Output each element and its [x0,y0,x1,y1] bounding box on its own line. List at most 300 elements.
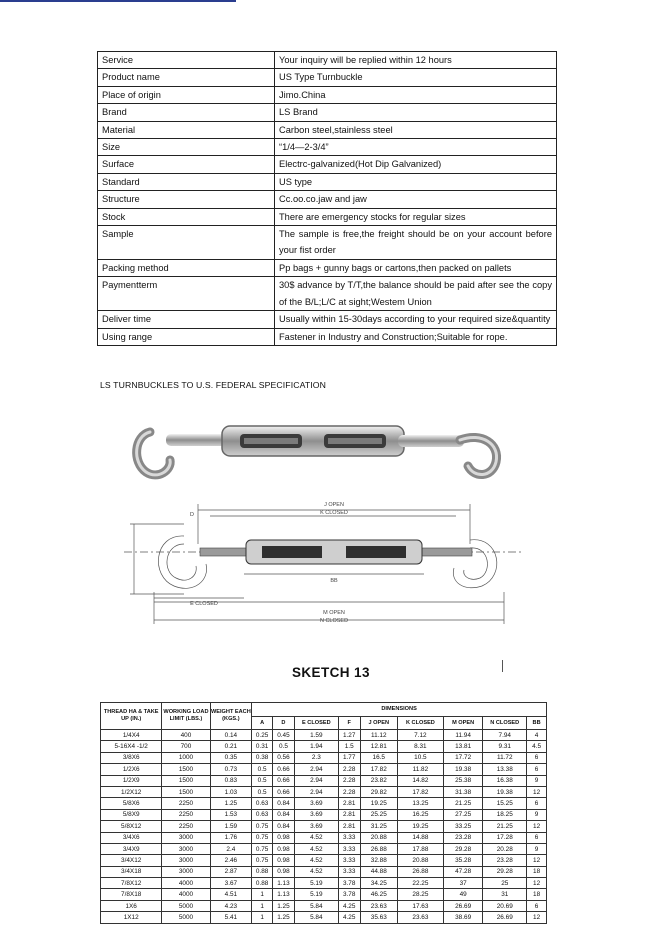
table-cell: 2.87 [210,866,252,877]
table-cell: 0.31 [252,741,273,752]
header-weight: WEIGHT EACH (KGS.) [210,703,252,730]
table-cell: 0.5 [252,764,273,775]
table-cell: 17.63 [397,900,443,911]
table-cell: 1/2X9 [101,775,162,786]
header-thread: THREAD HA & TAKE UP (IN.) [101,703,162,730]
spec-key: Product name [98,69,275,86]
table-cell: 49 [443,889,482,900]
table-cell: 21.25 [443,798,482,809]
table-cell: 31.38 [443,786,482,797]
table-cell: 0.75 [252,832,273,843]
spec-value: Cc.oo.co.jaw and jaw [275,191,557,208]
table-cell: 2.81 [338,821,360,832]
table-cell: 3/4X6 [101,832,162,843]
table-cell: 0.75 [252,821,273,832]
label-n-closed: N CLOSED [319,618,349,624]
table-cell: 28.25 [397,889,443,900]
table-cell: 400 [162,730,210,741]
table-cell: 1 [252,889,273,900]
table-cell: 1.5 [338,741,360,752]
spec-key: Stock [98,208,275,225]
table-cell: 2.28 [338,775,360,786]
table-cell: 0.25 [252,730,273,741]
table-cell: 14.88 [397,832,443,843]
table-cell: 26.88 [397,866,443,877]
spec-key: Brand [98,104,275,121]
table-cell: 1500 [162,775,210,786]
marker-tick [502,660,503,672]
table-cell: 4000 [162,878,210,889]
spec-row [98,139,557,156]
table-cell: 1 [252,900,273,911]
table-cell: 0.66 [273,764,295,775]
table-cell: 19.38 [483,786,527,797]
table-row [101,752,547,763]
spec-key: Surface [98,156,275,173]
table-row [101,855,547,866]
table-cell: 2.4 [210,843,252,854]
table-cell: 37 [443,878,482,889]
spec-row [98,226,557,260]
table-cell: 15.25 [483,798,527,809]
table-cell: 5.41 [210,912,252,923]
left-shank [166,434,228,446]
table-cell: 4.25 [338,900,360,911]
table-cell: 13.25 [397,798,443,809]
table-cell: 9 [527,843,547,854]
table-cell: 1.25 [273,900,295,911]
top-accent-line [0,0,236,2]
dimension-col-header: K CLOSED [397,717,443,730]
table-cell: 0.98 [273,855,295,866]
spec-key: Service [98,52,275,69]
table-row [101,843,547,854]
table-cell: 4.52 [294,866,338,877]
table-cell: 5/8X12 [101,821,162,832]
spec-row [98,156,557,173]
table-cell: 0.98 [273,866,295,877]
spec-key: Structure [98,191,275,208]
dimension-col-header: BB [527,717,547,730]
table-cell: 10.5 [397,752,443,763]
table-cell: 11.12 [360,730,397,741]
spec-value: Carbon steel,stainless steel [275,121,557,138]
spec-row [98,259,557,276]
table-cell: 6 [527,764,547,775]
table-cell: 3000 [162,866,210,877]
label-d: D [190,512,194,518]
table-cell: 16.25 [397,809,443,820]
table-cell: 7/8X18 [101,889,162,900]
table-cell: 12 [527,855,547,866]
table-row [101,798,547,809]
spec-value: Jimo.China [275,86,557,103]
table-cell: 23.28 [443,832,482,843]
dimension-col-header: A [252,717,273,730]
table-cell: 25.25 [360,809,397,820]
table-cell: 0.63 [252,798,273,809]
table-cell: 2.94 [294,775,338,786]
table-cell: 17.82 [360,764,397,775]
spec-value: Usually within 15-30days according to your required size&quantity [275,311,557,328]
table-cell: 6 [527,900,547,911]
table-cell: 20.88 [397,855,443,866]
table-cell: 35.63 [360,912,397,923]
spec-key: Packing method [98,259,275,276]
table-cell: 14.82 [397,775,443,786]
table-cell: 4.5 [527,741,547,752]
table-cell: 7.94 [483,730,527,741]
table-cell: 3.69 [294,798,338,809]
table-row [101,900,547,911]
table-cell: 19.38 [443,764,482,775]
spec-row [98,277,557,311]
table-cell: 17.82 [397,786,443,797]
table-row [101,730,547,741]
table-cell: 0.45 [273,730,295,741]
table-cell: 0.63 [252,809,273,820]
spec-key: Sample [98,226,275,260]
table-cell: 0.84 [273,809,295,820]
table-cell: 19.25 [360,798,397,809]
table-cell: 3.69 [294,821,338,832]
spec-key: Using range [98,328,275,345]
table-cell: 0.88 [252,866,273,877]
table-row [101,878,547,889]
spec-row [98,173,557,190]
sketch-title: SKETCH 13 [292,665,370,680]
spec-key: Deliver time [98,311,275,328]
spec-value: Pp bags + gunny bags or cartons,then packed on pallets [275,259,557,276]
table-cell: 2.28 [338,786,360,797]
table-row [101,912,547,923]
table-cell: 3.33 [338,855,360,866]
dim-table-body [101,730,547,924]
table-cell: 23.28 [483,855,527,866]
table-cell: 7/8X12 [101,878,162,889]
table-cell: 2.94 [294,764,338,775]
spec-value: The sample is free,the freight should be on your account before your fist order [275,226,557,260]
dimension-col-header: F [338,717,360,730]
table-cell: 18.25 [483,809,527,820]
table-cell: 34.25 [360,878,397,889]
spec-value: Fastener in Industry and Construction;Suitable for rope. [275,328,557,345]
table-cell: 5.84 [294,900,338,911]
spec-key: Standard [98,173,275,190]
table-cell: 0.98 [273,843,295,854]
table-row [101,866,547,877]
table-cell: 5.19 [294,889,338,900]
table-cell: 1/2X6 [101,764,162,775]
table-cell: 23.63 [360,900,397,911]
table-cell: 5000 [162,900,210,911]
table-cell: 5/8X9 [101,809,162,820]
table-cell: 1.59 [210,821,252,832]
table-row [101,775,547,786]
table-cell: 0.84 [273,821,295,832]
table-cell: 7.12 [397,730,443,741]
table-cell: 4.52 [294,832,338,843]
table-cell: 6 [527,832,547,843]
table-cell: 2250 [162,809,210,820]
table-cell: 1X6 [101,900,162,911]
spec-key: Size [98,139,275,156]
table-cell: 27.25 [443,809,482,820]
table-cell: 0.66 [273,775,295,786]
table-cell: 46.25 [360,889,397,900]
spec-row [98,328,557,345]
table-cell: 3000 [162,843,210,854]
table-cell: 5/8X6 [101,798,162,809]
table-cell: 0.66 [273,786,295,797]
spec-value: There are emergency stocks for regular sizes [275,208,557,225]
dimension-col-header: N CLOSED [483,717,527,730]
table-cell: 11.72 [483,752,527,763]
table-cell: 1.77 [338,752,360,763]
table-cell: 31 [483,889,527,900]
spec-row [98,86,557,103]
table-cell: 31.25 [360,821,397,832]
table-row [101,764,547,775]
table-cell: 0.73 [210,764,252,775]
table-cell: 32.88 [360,855,397,866]
label-j-open: J OPEN [324,502,344,508]
table-cell: 1/4X4 [101,730,162,741]
table-cell: 2.3 [294,752,338,763]
label-e-closed: E CLOSED [190,601,218,607]
table-cell: 13.38 [483,764,527,775]
table-row [101,821,547,832]
label-k-closed: K CLOSED [320,510,348,516]
table-cell: 4000 [162,889,210,900]
table-cell: 5.19 [294,878,338,889]
table-cell: 20.88 [360,832,397,843]
table-cell: 29.82 [360,786,397,797]
table-cell: 0.35 [210,752,252,763]
table-cell: 12 [527,878,547,889]
table-cell: 0.5 [273,741,295,752]
table-cell: 1.94 [294,741,338,752]
spec-value: “1/4—2-3/4” [275,139,557,156]
table-cell: 12 [527,912,547,923]
spec-row [98,191,557,208]
spec-table-body [98,52,557,346]
table-cell: 3000 [162,832,210,843]
table-cell: 3.78 [338,878,360,889]
table-cell: 44.88 [360,866,397,877]
table-cell: 21.25 [483,821,527,832]
product-spec-table [97,51,557,346]
table-cell: 3.78 [338,889,360,900]
table-cell: 29.28 [483,866,527,877]
table-cell: 4.52 [294,855,338,866]
dimension-col-header: E CLOSED [294,717,338,730]
label-bb: BB [330,578,338,584]
table-cell: 3.33 [338,843,360,854]
spec-key: Place of origin [98,86,275,103]
table-cell: 1.03 [210,786,252,797]
table-cell: 2250 [162,798,210,809]
dimension-col-header: M OPEN [443,717,482,730]
table-cell: 26.69 [443,900,482,911]
table-cell: 6 [527,752,547,763]
spec-row [98,69,557,86]
table-cell: 5000 [162,912,210,923]
table-cell: 3/8X6 [101,752,162,763]
table-cell: 18 [527,866,547,877]
table-cell: 2.94 [294,786,338,797]
table-cell: 2.81 [338,809,360,820]
table-cell: 9.31 [483,741,527,752]
spec-row [98,311,557,328]
table-cell: 5.84 [294,912,338,923]
table-cell: 0.38 [252,752,273,763]
spec-row [98,208,557,225]
table-cell: 0.5 [252,786,273,797]
table-cell: 11.94 [443,730,482,741]
table-row [101,741,547,752]
table-cell: 22.25 [397,878,443,889]
table-cell: 0.14 [210,730,252,741]
spec-key: Material [98,121,275,138]
table-cell: 4.51 [210,889,252,900]
section-heading: LS TURNBUCKLES TO U.S. FEDERAL SPECIFICATION [100,380,326,390]
spec-value: Electrc-galvanized(Hot Dip Galvanized) [275,156,557,173]
table-cell: 0.5 [252,775,273,786]
spec-value: US type [275,173,557,190]
table-cell: 1.25 [210,798,252,809]
table-cell: 2.46 [210,855,252,866]
table-cell: 3.33 [338,866,360,877]
table-cell: 9 [527,809,547,820]
spec-row [98,121,557,138]
table-cell: 4.23 [210,900,252,911]
table-cell: 2.28 [338,764,360,775]
table-cell: 25.38 [443,775,482,786]
table-cell: 1.25 [273,912,295,923]
table-cell: 3.33 [338,832,360,843]
table-cell: 35.28 [443,855,482,866]
table-row [101,809,547,820]
table-cell: 33.25 [443,821,482,832]
table-cell: 20.69 [483,900,527,911]
spec-row [98,52,557,69]
table-cell: 12 [527,821,547,832]
table-cell: 1.53 [210,809,252,820]
table-cell: 4.52 [294,843,338,854]
table-cell: 20.28 [483,843,527,854]
table-cell: 3/4X9 [101,843,162,854]
table-cell: 18 [527,889,547,900]
right-shank [398,435,464,447]
spec-key: Paymentterm [98,277,275,311]
table-cell: 19.25 [397,821,443,832]
table-row [101,786,547,797]
table-cell: 700 [162,741,210,752]
header-dimensions: DIMENSIONS [252,703,547,717]
table-cell: 0.98 [273,832,295,843]
table-cell: 1 [252,912,273,923]
table-cell: 0.83 [210,775,252,786]
table-cell: 25 [483,878,527,889]
table-row [101,832,547,843]
dimensions-table [100,702,547,924]
table-cell: 1X12 [101,912,162,923]
header-working-load: WORKING LOAD LIMIT (LBS.) [162,703,210,730]
table-cell: 0.88 [252,878,273,889]
table-cell: 1.59 [294,730,338,741]
table-cell: 13.81 [443,741,482,752]
table-cell: 1500 [162,764,210,775]
table-cell: 0.56 [273,752,295,763]
table-cell: 6 [527,798,547,809]
table-cell: 0.75 [252,855,273,866]
table-cell: 0.84 [273,798,295,809]
table-cell: 8.31 [397,741,443,752]
table-cell: 9 [527,775,547,786]
table-cell: 2.81 [338,798,360,809]
table-cell: 4 [527,730,547,741]
table-cell: 16.38 [483,775,527,786]
table-cell: 1.76 [210,832,252,843]
table-cell: 3/4X12 [101,855,162,866]
table-cell: 1.13 [273,878,295,889]
table-cell: 5-16X4 -1/2 [101,741,162,752]
spec-row [98,104,557,121]
table-cell: 1.13 [273,889,295,900]
table-row [101,889,547,900]
table-cell: 23.63 [397,912,443,923]
table-cell: 12.81 [360,741,397,752]
table-cell: 26.69 [483,912,527,923]
table-cell: 0.75 [252,843,273,854]
turnbuckle-photo [128,410,508,494]
table-cell: 3.67 [210,878,252,889]
table-cell: 17.88 [397,843,443,854]
table-cell: 3/4X18 [101,866,162,877]
table-cell: 17.28 [483,832,527,843]
table-cell: 3.69 [294,809,338,820]
spec-value: LS Brand [275,104,557,121]
spec-value: 30$ advance by T/T,the balance should be paid after see the copy of the B/L;L/C at sight;Westem Union [275,277,557,311]
spec-value: US Type Turnbuckle [275,69,557,86]
turnbuckle-dimension-diagram [124,494,524,634]
label-m-open: M OPEN [323,610,345,616]
dimension-col-header: D [273,717,295,730]
table-cell: 16.5 [360,752,397,763]
table-cell: 1500 [162,786,210,797]
table-cell: 2250 [162,821,210,832]
dimension-col-header: J OPEN [360,717,397,730]
table-cell: 1/2X12 [101,786,162,797]
table-cell: 12 [527,786,547,797]
table-cell: 26.88 [360,843,397,854]
table-cell: 23.82 [360,775,397,786]
diagram-left-shank [200,548,252,556]
table-cell: 3000 [162,855,210,866]
table-cell: 1000 [162,752,210,763]
table-cell: 11.82 [397,764,443,775]
table-cell: 17.72 [443,752,482,763]
table-cell: 47.28 [443,866,482,877]
table-cell: 29.28 [443,843,482,854]
table-cell: 4.25 [338,912,360,923]
table-cell: 38.69 [443,912,482,923]
table-cell: 1.27 [338,730,360,741]
diagram-right-shank [416,548,472,556]
spec-value: Your inquiry will be replied within 12 hours [275,52,557,69]
table-cell: 0.21 [210,741,252,752]
